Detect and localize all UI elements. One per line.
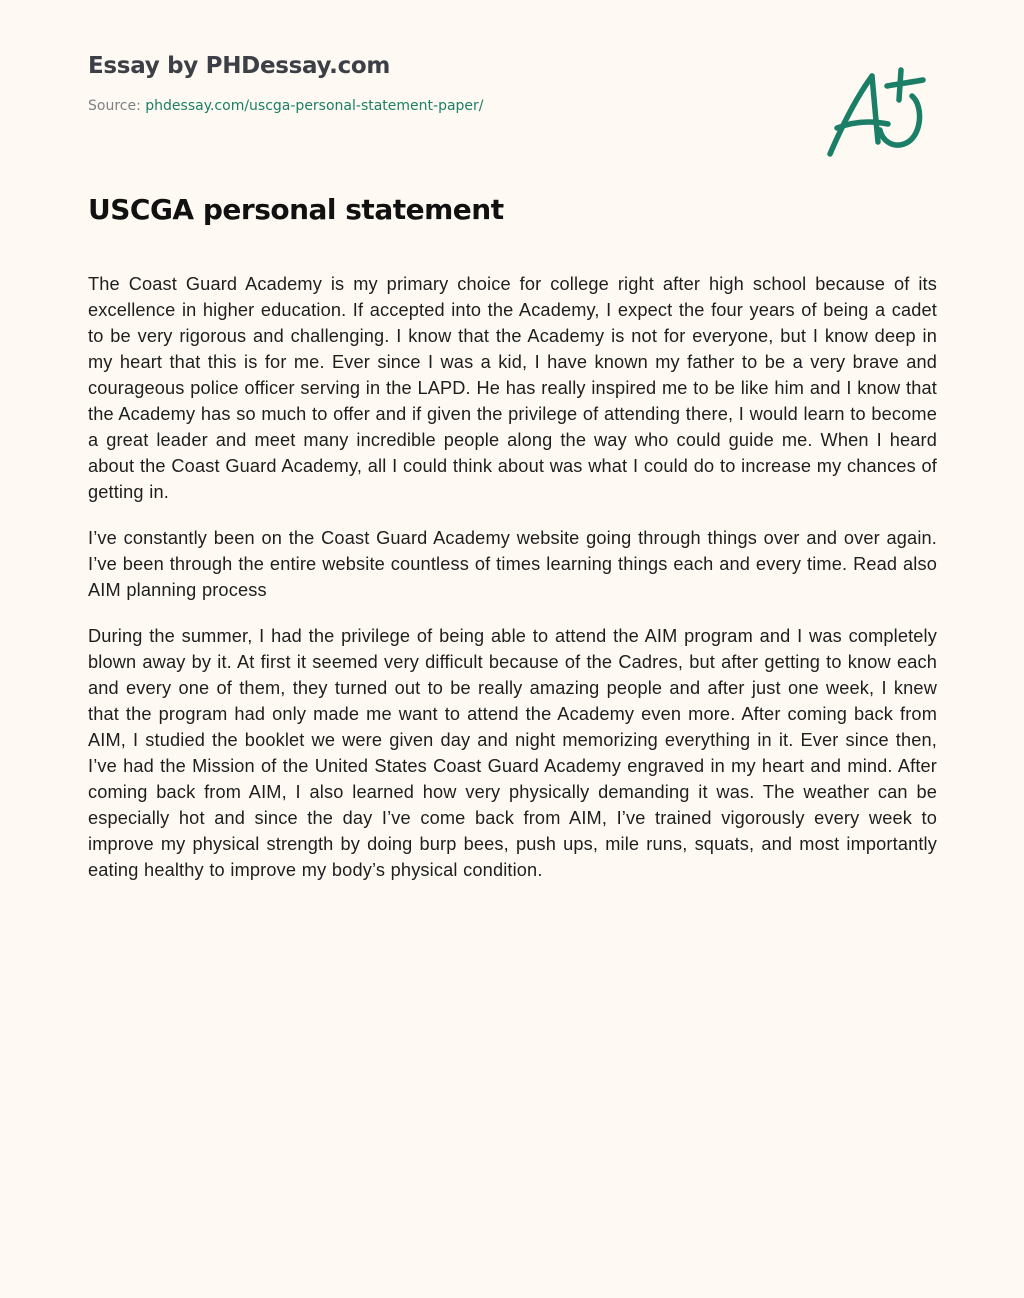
- page-header: [88, 50, 948, 116]
- article-title: USCGA personal statement: [88, 193, 504, 226]
- site-brand: Essay by PHDessay.com: [88, 53, 391, 79]
- a-plus-grade-icon: [820, 62, 932, 162]
- paragraph-1: The Coast Guard Academy is my primary choice for college right after high school because of its excellence in higher education. If accepted into the Academy, I expect the four years of being a cadet to be very rigorous and challenging. I know that the Academy is not for everyone, but I know deep in my heart that this is for me. Ever since I was a kid, I have known my father to be a very brave and courageous police officer serving in the LAPD. He has really inspired me to be like him and I know that the Academy has so much to offer and if given the privilege of attending there, I would learn to become a great leader and meet many incredible people along the way who could guide me. When I heard about the Coast Guard Academy, all I could think about was what I could do to increase my chances of getting in.: [88, 274, 937, 502]
- article-body: [88, 271, 937, 903]
- source-line: [88, 96, 948, 116]
- paragraph-3: During the summer, I had the privilege of being able to attend the AIM program and I was completely blown away by it. At first it seemed very difficult because of the Cadres, but after getting to know each and every one of them, they turned out to be really amazing people and after just one week, I knew that the program had only made me want to attend the Academy even more. After coming back from AIM, I studied the booklet we were given day and night memorizing everything in it. Ever since then, I’ve had the Mission of the United States Coast Guard Academy engraved in my heart and mind. After coming back from AIM, I also learned how very physically demanding it was. The weather can be especially hot and since the day I’ve come back from AIM, I’ve trained vigorously every week to improve my physical strength by doing burp bees, push ups, mile runs, squats, and most importantly eating healthy to improve my body’s physical condition.: [88, 626, 937, 880]
- source-label: Source:: [88, 98, 141, 114]
- paragraph-2: I’ve constantly been on the Coast Guard Academy website going through things over and over again. I’ve been through the entire website countless of times learning things each and every time. Read also AIM planning process: [88, 528, 937, 600]
- source-link[interactable]: phdessay.com/uscga-personal-statement-paper/: [145, 98, 484, 114]
